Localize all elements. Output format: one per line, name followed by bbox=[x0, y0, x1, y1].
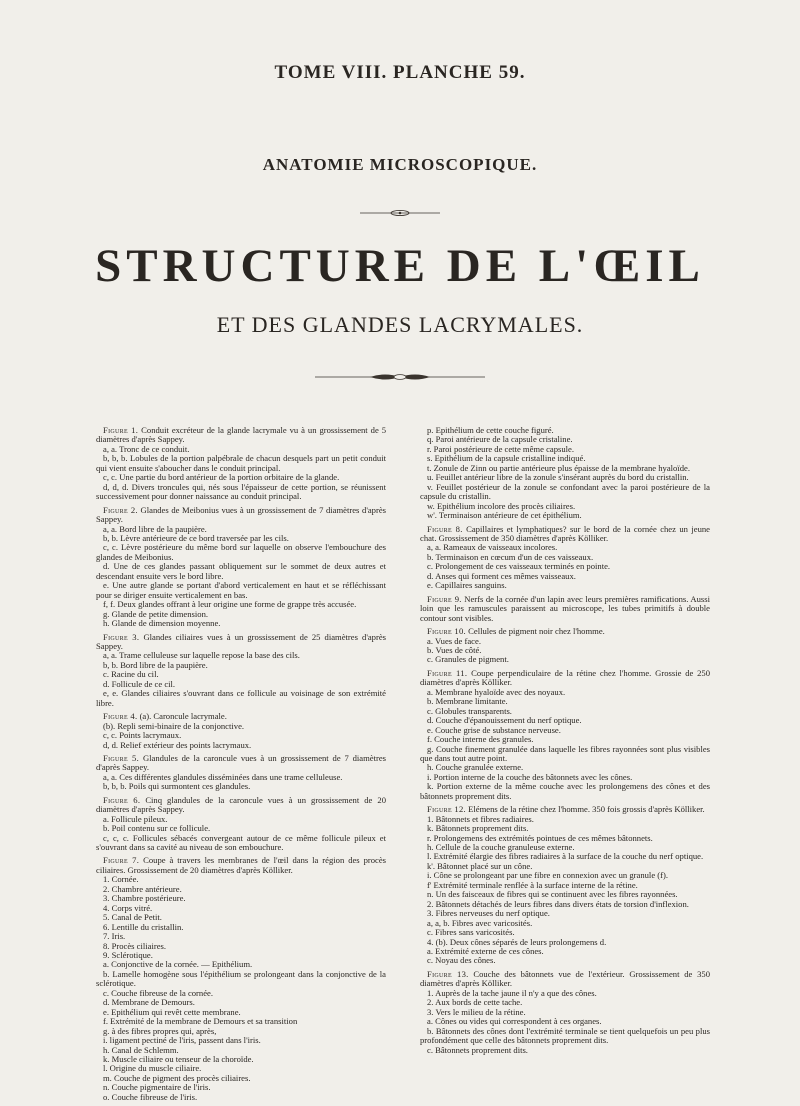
legend-item: d. Follicule de ce cil. bbox=[103, 678, 176, 689]
legend-item: d. Couche d'épanouissement du nerf optique. bbox=[427, 715, 582, 726]
legend-item: 6. Lentille du cristallin. bbox=[103, 921, 184, 932]
legend-item: c, c, c. Follicules sébacés convergeant autour de ce même follicule pileux et s'ouvrant dans sa cavité au niveau de son embouchure. bbox=[96, 832, 386, 853]
legend-item: w. Epithélium incolore des procès ciliaires. bbox=[427, 500, 576, 511]
plate-title: STRUCTURE DE L'ŒIL bbox=[95, 240, 705, 292]
figure-heading bbox=[96, 426, 386, 445]
legend-item: r. Paroi postérieure de cette même capsule. bbox=[427, 443, 574, 454]
legend-item: 4. (b). Deux cônes séparés de leurs prolongemens d. bbox=[427, 936, 607, 947]
legend-item: k. Muscle ciliaire ou tenseur de la choroïde. bbox=[103, 1054, 254, 1064]
legend-item: 5. Canal de Petit. bbox=[103, 912, 162, 923]
legend-item: i. ligament pectiné de l'iris, passent dans l'iris. bbox=[103, 1035, 261, 1046]
figure-heading bbox=[96, 506, 386, 525]
legend-item: i. Cône se prolongeant par une fibre en connexion avec un granule (f). bbox=[427, 870, 669, 881]
figure-description: Capillaires et lymphatiques? sur le bord de la cornée chez un jeune chat. Grossissement de 350 diamètres d'après Kölliker. bbox=[420, 523, 711, 543]
legend-item: b, b, b. Lobules de la portion palpébrale de chacun desquels part un petit conduit qui vient ensuite s'aboucher dans le conduit principal. bbox=[96, 453, 386, 473]
figure-label: Figure 7. bbox=[103, 855, 140, 866]
legend-item: (b). Repli semi-binaire de la conjonctive. bbox=[103, 720, 245, 731]
legend-item: c. Bâtonnets proprement dits. bbox=[427, 1044, 528, 1055]
section-heading: ANATOMIE MICROSCOPIQUE. bbox=[262, 155, 538, 174]
legend-item: v. Feuillet postérieur de la zonule se confondant avec la paroi postérieure de la capsule du cristallin. bbox=[420, 481, 710, 502]
legend-item: b. Lamelle homogène sous l'épithélium se prolongeant dans la conjonctive de la sclérotique. bbox=[96, 968, 386, 989]
figure-legend bbox=[96, 712, 386, 750]
figure-description: Glandes de Meibonius vues à un grossissement de 7 diamètres d'après Sappey. bbox=[96, 504, 386, 525]
figure-description: Coupe perpendiculaire de la rétine chez l'homme. Grossie de 250 diamètres d'après Kölliker. bbox=[420, 667, 710, 688]
legend-item: k. Portion externe de la même couche avec les prolongemens des cônes et des bâtonnets proprement dits. bbox=[420, 781, 710, 801]
legend-item: a. Conjonctive de la cornée. — Epithélium. bbox=[103, 959, 253, 970]
figure-heading bbox=[96, 856, 386, 875]
figure-legend bbox=[420, 669, 710, 801]
legend-item: c. Granules de pigment. bbox=[427, 654, 509, 665]
legend-item: 3. Chambre postérieure. bbox=[103, 893, 186, 904]
legend-item: c. Racine du cil. bbox=[103, 669, 159, 680]
figure-label: Figure 6. bbox=[103, 794, 141, 805]
legend-item: 7. Iris. bbox=[103, 931, 126, 942]
figure-label: Figure 10. bbox=[427, 626, 467, 637]
legend-item: a, a. Ces différentes glandules disséminées dans une trame celluleuse. bbox=[103, 771, 343, 782]
figure-description: Conduit excréteur de la glande lacrymale vu à un grossissement de 5 diamètres d'après Sappey. bbox=[96, 425, 387, 445]
legend-item: b, b. Bord libre de la paupière. bbox=[103, 659, 208, 670]
figure-label: Figure 3. bbox=[103, 631, 140, 642]
legend-item: p. Epithélium de cette couche figuré. bbox=[427, 425, 554, 435]
legend-item: a, a. Tronc de ce conduit. bbox=[103, 443, 190, 454]
legend-item: n. Un des faisceaux de fibres qui se continuent avec les fibres rayonnées. bbox=[427, 889, 678, 900]
figure-label: Figure 9. bbox=[427, 593, 462, 604]
figure-description: Cinq glandules de la caroncule vues à un grossissement de 20 diamètres d'après Sappey. bbox=[96, 794, 386, 815]
legend-item: 1. Bâtonnets et fibres radiaires. bbox=[427, 813, 534, 824]
legend-item: g. Glande de petite dimension. bbox=[103, 608, 209, 619]
figure-label: Figure 5. bbox=[103, 752, 140, 763]
figure-heading bbox=[420, 970, 710, 989]
figure-legend bbox=[420, 595, 710, 623]
legend-item: 1. Auprès de la tache jaune il n'y a que des cônes. bbox=[427, 987, 597, 998]
legend-item: e. Epithélium qui revêt cette membrane. bbox=[103, 1006, 241, 1017]
left-legend-column bbox=[96, 426, 386, 1106]
legend-item: 8. Procès ciliaires. bbox=[103, 940, 167, 951]
figure-legend bbox=[96, 856, 386, 1102]
figure-legend bbox=[420, 970, 710, 1055]
legend-item: a. Membrane hyaloïde avec des noyaux. bbox=[427, 686, 566, 697]
legend-item: e. Une autre glande se portant d'abord verticalement en haut et se réfléchissant pour se diriger ensuite verticalement en bas. bbox=[96, 580, 386, 600]
figure-description: Nerfs de la cornée d'un lapin avec leurs premières ramifications. Aussi loin que les ramuscules paraissent au microscope, les tubes primitifs à double contour sont visibles. bbox=[420, 593, 710, 623]
legend-item: r. Prolongemens des extrémités pointues de ces mêmes bâtonnets. bbox=[427, 832, 653, 843]
figure-heading bbox=[420, 595, 710, 623]
legend-item: d. Anses qui forment ces mêmes vaisseaux. bbox=[427, 570, 576, 581]
legend-item: a. Extrémité externe de ces cônes. bbox=[427, 946, 544, 957]
legend-item: 2. Chambre antérieure. bbox=[103, 883, 182, 894]
legend-item: 3. Fibres nerveuses du nerf optique. bbox=[427, 908, 550, 919]
figure-legend bbox=[420, 525, 710, 591]
legend-item: l. Origine du muscle ciliaire. bbox=[103, 1063, 202, 1074]
figure-legend bbox=[96, 754, 386, 792]
figure-heading bbox=[96, 633, 386, 652]
legend-item: h. Glande de dimension moyenne. bbox=[103, 618, 221, 629]
legend-item: d, d. Relief extérieur des points lacrymaux. bbox=[103, 739, 252, 750]
legend-item: a. Cônes ou vides qui correspondent à ces organes. bbox=[427, 1016, 602, 1027]
legend-item: k'. Bâtonnet placé sur un cône. bbox=[427, 860, 533, 871]
legend-item: a. Vues de face. bbox=[427, 635, 481, 646]
legend-item: e. Couche grise de substance nerveuse. bbox=[427, 724, 561, 735]
figure-description: Cellules de pigment noir chez l'homme. bbox=[468, 626, 605, 637]
figure-legend bbox=[96, 426, 386, 502]
legend-item: b. Vues de côté. bbox=[427, 644, 482, 655]
legend-item: b. Poil contenu sur ce follicule. bbox=[103, 823, 211, 834]
legend-item: b, b, b. Poils qui surmontent ces glandules. bbox=[103, 781, 251, 792]
legend-item: t. Zonule de Zinn ou partie antérieure plus épaisse de la membrane hyaloïde. bbox=[427, 462, 690, 473]
legend-item: w'. Terminaison antérieure de cet épithélium. bbox=[427, 510, 582, 521]
figure-description: Coupe à travers les membranes de l'œil dans la région des procès ciliaires. Grossissement de 20 diamètres d'après Kölliker. bbox=[96, 855, 387, 875]
figure-label: Figure 1. bbox=[103, 425, 139, 435]
legend-item: d, d, d. Divers troncules qui, nés sous l'épaisseur de cette portion, se réunissent successivement pour donner naissance au conduit principal. bbox=[96, 481, 386, 502]
legend-item: b. Bâtonnets des cônes dont l'extrémité terminale se tient quelquefois un peu plus profondément que celle des bâtonnets proprement dits. bbox=[420, 1025, 710, 1046]
figure-label: Figure 8. bbox=[427, 523, 463, 534]
legend-item: 1. Cornée. bbox=[103, 874, 139, 885]
figure-heading bbox=[96, 754, 386, 773]
ornament-large bbox=[315, 372, 485, 382]
legend-item: a, a. Rameaux de vaisseaux incolores. bbox=[427, 542, 558, 553]
legend-item: f, f. Deux glandes offrant à leur origine une forme de grappe très accusée. bbox=[103, 599, 357, 610]
figure-description: Glandules de la caroncule vues à un grossissement de 7 diamètres d'après Sappey. bbox=[96, 752, 387, 773]
figure-legend bbox=[420, 426, 710, 521]
legend-item: o. Couche fibreuse de l'iris. bbox=[103, 1091, 198, 1102]
legend-item: h. Canal de Schlemm. bbox=[103, 1044, 179, 1055]
figure-label: Figure 11. bbox=[427, 667, 468, 678]
legend-item: k. Bâtonnets proprement dits. bbox=[427, 823, 529, 834]
legend-item: a, a. Bord libre de la paupière. bbox=[103, 523, 207, 534]
legend-item: e, e. Glandes ciliaires s'ouvrant dans ce follicule au voisinage de son extrémité libre. bbox=[96, 688, 386, 708]
legend-item: n. Couche pigmentaire de l'iris. bbox=[103, 1082, 211, 1093]
figure-legend bbox=[96, 633, 386, 709]
legend-item: c. Fibres sans varicosités. bbox=[427, 927, 515, 938]
legend-item: 2. Aux bords de cette tache. bbox=[427, 997, 523, 1008]
legend-item: l. Extrémité élargie des fibres radiaires à la surface de la couche du nerf optique. bbox=[427, 851, 704, 862]
figure-heading bbox=[420, 669, 710, 688]
legend-item: a, a. Trame celluleuse sur laquelle repose la base des cils. bbox=[103, 650, 300, 661]
legend-item: g. à des fibres propres qui, après, bbox=[103, 1025, 217, 1036]
legend-item: u. Feuillet antérieur libre de la zonule s'insérant auprès du bord du cristallin. bbox=[427, 472, 689, 483]
legend-item: a. Follicule pileux. bbox=[103, 813, 168, 824]
legend-item: c, c. Points lacrymaux. bbox=[103, 730, 182, 741]
legend-item: b. Membrane limitante. bbox=[427, 696, 508, 707]
legend-item: c. Couche fibreuse de la cornée. bbox=[103, 987, 213, 998]
legend-item: d. Une de ces glandes passant obliquement sur le sommet de deux autres et descendant ensuite vers le bord libre. bbox=[96, 561, 386, 581]
legend-item: a, a, b. Fibres avec varicosités. bbox=[427, 917, 533, 928]
legend-item: s. Epithélium de la capsule cristalline indiqué. bbox=[427, 453, 586, 464]
legend-item: c, c. Une partie du bord antérieur de la portion orbitaire de la glande. bbox=[103, 472, 340, 483]
legend-item: f' Extrémité terminale renflée à la surface interne de la rétine. bbox=[427, 879, 638, 890]
figure-legend bbox=[420, 627, 710, 665]
legend-item: 2. Bâtonnets détachés de leurs fibres dans divers états de torsion d'inflexion. bbox=[427, 898, 689, 909]
legend-item: f. Couche interne des granules. bbox=[427, 734, 534, 745]
legend-item: 3. Vers le milieu de la rétine. bbox=[427, 1006, 526, 1017]
legend-item: i. Portion interne de la couche des bâtonnets avec les cônes. bbox=[427, 771, 633, 782]
figure-description: Couche des bâtonnets vue de l'extérieur. Grossissement de 350 diamètres d'après Kölliker. bbox=[420, 968, 710, 989]
legend-item: m. Couche de pigment des procès ciliaires. bbox=[103, 1072, 251, 1083]
legend-item: c. Prolongement de ces vaisseaux terminés en pointe. bbox=[427, 561, 611, 572]
legend-item: 9. Sclérotique. bbox=[103, 950, 153, 961]
legend-item: g. Couche finement granulée dans laquelle les fibres rayonnées sont plus visibles que dans tout autre point. bbox=[420, 743, 710, 763]
legend-item: f. Extrémité de la membrane de Demours et sa transition bbox=[103, 1016, 298, 1027]
figure-description: (a). Caroncule lacrymale. bbox=[139, 711, 227, 722]
figure-legend bbox=[96, 506, 386, 629]
legend-item: b. Terminaison en cœcum d'un de ces vaisseaux. bbox=[427, 551, 594, 562]
figure-legend bbox=[96, 796, 386, 853]
figure-description: Glandes ciliaires vues à un grossissement de 25 diamètres d'après Sappey. bbox=[96, 631, 386, 651]
legend-item: h. Couche granulée externe. bbox=[427, 762, 524, 773]
ornament-small bbox=[360, 209, 440, 217]
legend-item: c, c. Lèvre postérieure du même bord sur laquelle on observe l'embouchure des glandes de Meibonius. bbox=[96, 542, 386, 562]
legend-item: c. Noyau des cônes. bbox=[427, 955, 496, 966]
figure-label: Figure 13. bbox=[427, 968, 469, 979]
legend-item: e. Capillaires sanguins. bbox=[427, 580, 507, 591]
figure-heading bbox=[420, 525, 710, 544]
legend-item: 4. Corps vitré. bbox=[103, 902, 153, 913]
plate-subtitle: ET DES GLANDES LACRYMALES. bbox=[216, 312, 584, 337]
legend-item: c. Globules transparents. bbox=[427, 705, 512, 716]
figure-label: Figure 2. bbox=[103, 504, 138, 515]
legend-item: d. Membrane de Demours. bbox=[103, 997, 195, 1008]
right-legend-column bbox=[420, 426, 710, 1059]
figure-heading bbox=[96, 796, 386, 815]
tome-heading: TOME VIII. PLANCHE 59. bbox=[274, 62, 526, 83]
legend-item: q. Paroi antérieure de la capsule cristaline. bbox=[427, 434, 573, 445]
legend-item: h. Cellule de la couche granuleuse externe. bbox=[427, 842, 575, 853]
legend-item: b, b. Lèvre antérieure de ce bord traversée par les cils. bbox=[103, 532, 289, 543]
figure-label: Figure 4. bbox=[103, 711, 138, 722]
figure-legend bbox=[420, 805, 710, 966]
figure-description: Elémens de la rétine chez l'homme. 350 fois grossis d'après Kölliker. bbox=[468, 804, 705, 815]
figure-label: Figure 12. bbox=[427, 804, 467, 815]
